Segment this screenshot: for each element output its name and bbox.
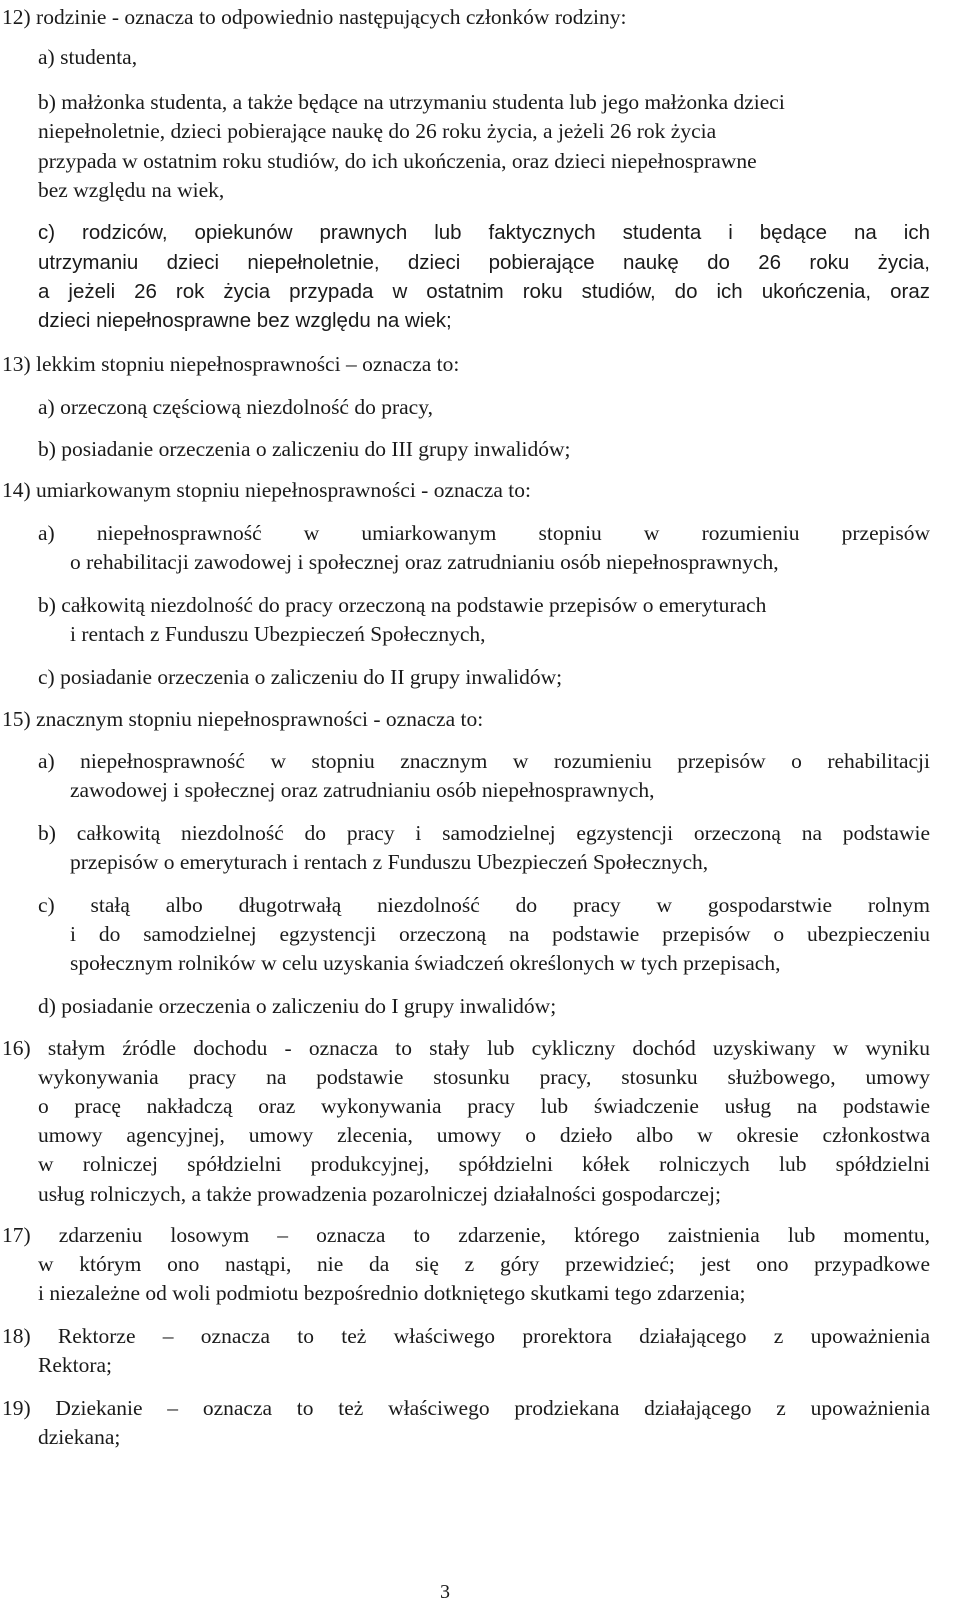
item-14-b-line-2: i rentach z Funduszu Ubezpieczeń Społecznych, [70, 622, 486, 646]
item-15-c-line-1: c) stałą albo długotrwałą niezdolność do pracy w gospodarstwie rolnym [38, 893, 930, 917]
item-12-b-line-2: niepełnoletnie, dzieci pobierające naukę do 26 roku życia, a jeżeli 26 rok życia [38, 119, 717, 143]
item-15-heading: 15) znacznym stopniu niepełnosprawności - oznacza to: [2, 707, 484, 731]
item-12-c-line-4: dzieci niepełnosprawne bez względu na wiek; [38, 309, 452, 332]
item-13-heading: 13) lekkim stopniu niepełnosprawności – oznacza to: [2, 352, 460, 376]
item-12-c-line-2: utrzymaniu dzieci niepełnoletnie, dzieci pobierające naukę do 26 roku życia, [38, 251, 930, 274]
item-15-a-line-1: a) niepełnosprawność w stopniu znacznym w rozumieniu przepisów o rehabilitacji [38, 749, 930, 773]
item-16-line-4: umowy agencyjnej, umowy zlecenia, umowy o dzieło albo w okresie członkostwa [38, 1123, 930, 1147]
item-14-a-line-2: o rehabilitacji zawodowej i społecznej oraz zatrudnianiu osób niepełnosprawnych, [70, 550, 779, 574]
item-12-c-line-1: c) rodziców, opiekunów prawnych lub faktycznych studenta i będące na ich [38, 221, 930, 244]
item-16-line-6: usług rolniczych, a także prowadzenia pozarolniczej działalności gospodarczej; [38, 1182, 721, 1206]
item-15-c-line-3: społecznym rolników w celu uzyskania świadczeń określonych w tych przepisach, [70, 951, 781, 975]
item-15-b-line-2: przepisów o emeryturach i rentach z Funduszu Ubezpieczeń Społecznych, [70, 850, 709, 874]
item-12-c-line-3: a jeżeli 26 rok życia przypada w ostatnim roku studiów, do ich ukończenia, oraz [38, 280, 930, 303]
item-12-b-line-4: bez względu na wiek, [38, 178, 225, 202]
page-number: 3 [440, 1581, 450, 1603]
item-12-b-line-1: b) małżonka studenta, a także będące na utrzymaniu studenta lub jego małżonka dzieci [38, 90, 785, 114]
item-17-line-2: w którym ono nastąpi, nie da się z góry przewidzieć; jest ono przypadkowe [38, 1252, 930, 1276]
item-14-a-line-1: a) niepełnosprawność w umiarkowanym stopniu w rozumieniu przepisów [38, 521, 930, 545]
item-19-line-2: dziekana; [38, 1425, 121, 1449]
item-16-line-5: w rolniczej spółdzielni produkcyjnej, spółdzielni kółek rolniczych lub spółdzielni [38, 1152, 930, 1176]
item-13-b: b) posiadanie orzeczenia o zaliczeniu do III grupy inwalidów; [38, 437, 571, 461]
item-15-a-line-2: zawodowej i społecznej oraz zatrudnianiu osób niepełnosprawnych, [70, 778, 655, 802]
item-19-line-1: 19) Dziekanie – oznacza to też właściwego prodziekana działającego z upoważnienia [2, 1396, 930, 1420]
item-15-b-line-1: b) całkowitą niezdolność do pracy i samodzielnej egzystencji orzeczoną na podstawie [38, 821, 930, 845]
item-17-line-3: i niezależne od woli podmiotu bezpośrednio dotkniętego skutkami tego zdarzenia; [38, 1281, 746, 1305]
item-16-line-1: 16) stałym źródle dochodu - oznacza to stały lub cykliczny dochód uzyskiwany w wyniku [2, 1036, 930, 1060]
item-14-heading: 14) umiarkowanym stopniu niepełnosprawności - oznacza to: [2, 478, 531, 502]
item-16-line-3: o pracę nakładczą oraz wykonywania pracy lub świadczenie usług na podstawie [38, 1094, 930, 1118]
item-17-line-1: 17) zdarzeniu losowym – oznacza to zdarzenie, którego zaistnienia lub momentu, [2, 1223, 930, 1247]
item-14-b-line-1: b) całkowitą niezdolność do pracy orzeczoną na podstawie przepisów o emeryturach [38, 593, 767, 617]
item-13-a: a) orzeczoną częściową niezdolność do pracy, [38, 395, 433, 419]
item-15-c-line-2: i do samodzielnej egzystencji orzeczoną na podstawie przepisów o ubezpieczeniu [70, 922, 930, 946]
item-16-line-2: wykonywania pracy na podstawie stosunku pracy, stosunku służbowego, umowy [38, 1065, 930, 1089]
item-12-heading: 12) rodzinie - oznacza to odpowiednio następujących członków rodziny: [2, 5, 627, 29]
item-18-line-2: Rektora; [38, 1353, 113, 1377]
item-15-d: d) posiadanie orzeczenia o zaliczeniu do I grupy inwalidów; [38, 994, 557, 1018]
item-12-a: a) studenta, [38, 45, 138, 69]
item-18-line-1: 18) Rektorze – oznacza to też właściwego prorektora działającego z upoważnienia [2, 1324, 930, 1348]
item-12-b-line-3: przypada w ostatnim roku studiów, do ich ukończenia, oraz dzieci niepełnosprawne [38, 149, 757, 173]
item-14-c: c) posiadanie orzeczenia o zaliczeniu do II grupy inwalidów; [38, 665, 563, 689]
